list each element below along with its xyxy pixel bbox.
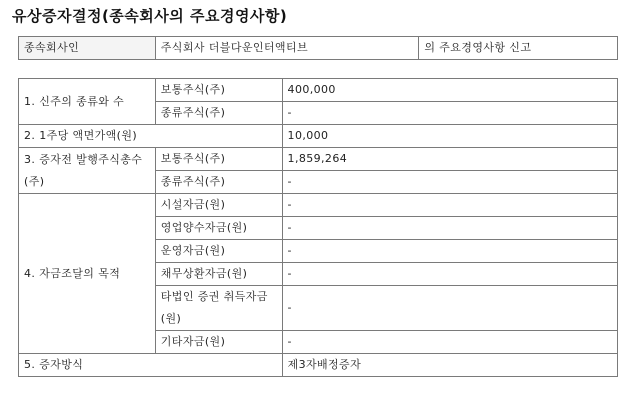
common-shares-label: 보통주식(주) — [155, 79, 282, 102]
common-shares-value: 400,000 — [282, 79, 617, 102]
facility-fund-value: - — [282, 194, 617, 217]
business-acquisition-fund-label: 영업양수자금(원) — [155, 217, 282, 240]
table-row — [19, 79, 618, 102]
pre-issue-shares-label: 3. 증자전 발행주식총수(주) — [19, 148, 156, 194]
debt-repayment-fund-label: 채무상환자금(원) — [155, 263, 282, 286]
rights-offering-table — [18, 78, 618, 377]
table-row — [19, 125, 618, 148]
par-value-value: 10,000 — [282, 125, 617, 148]
table-row — [19, 148, 618, 171]
common-shares-value: 1,859,264 — [282, 148, 617, 171]
business-acquisition-fund-value: - — [282, 217, 617, 240]
common-shares-label: 보통주식(주) — [155, 148, 282, 171]
class-shares-label: 종류주식(주) — [155, 171, 282, 194]
table-row — [19, 354, 618, 377]
other-fund-label: 기타자금(원) — [155, 331, 282, 354]
class-shares-label: 종류주식(주) — [155, 102, 282, 125]
notice-label: 의 주요경영사항 신고 — [419, 37, 618, 60]
securities-acquisition-fund-value: - — [282, 286, 617, 331]
company-name: 주식회사 더블다운인터액티브 — [155, 37, 419, 60]
subsidiary-header-table — [18, 36, 618, 60]
securities-acquisition-fund-label: 타법인 증권 취득자금(원) — [155, 286, 282, 331]
offering-method-value: 제3자배정증자 — [282, 354, 617, 377]
funding-purpose-label: 4. 자금조달의 목적 — [19, 194, 156, 354]
other-fund-value: - — [282, 331, 617, 354]
class-shares-value: - — [282, 102, 617, 125]
page-title: 유상증자결정(종속회사의 주요경영사항) — [12, 7, 288, 25]
operating-fund-label: 운영자금(원) — [155, 240, 282, 263]
subsidiary-label: 종속회사인 — [19, 37, 156, 60]
facility-fund-label: 시설자금(원) — [155, 194, 282, 217]
table-row — [19, 37, 618, 60]
offering-method-label: 5. 증자방식 — [19, 354, 283, 377]
operating-fund-value: - — [282, 240, 617, 263]
par-value-label: 2. 1주당 액면가액(원) — [19, 125, 283, 148]
new-shares-label: 1. 신주의 종류와 수 — [19, 79, 156, 125]
class-shares-value: - — [282, 171, 617, 194]
table-row — [19, 194, 618, 217]
debt-repayment-fund-value: - — [282, 263, 617, 286]
